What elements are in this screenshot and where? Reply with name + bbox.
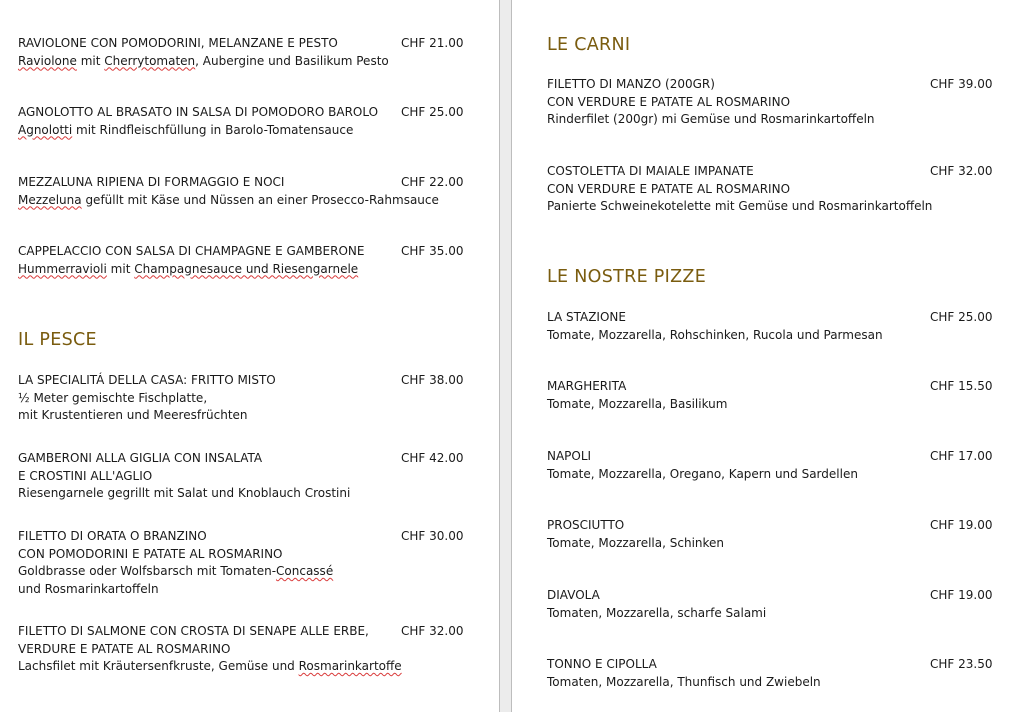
section-heading-pesce: IL PESCE [18, 330, 97, 350]
item-name: E CROSTINI ALL'AGLIO [18, 468, 153, 483]
item-price: CHF 19.00 [930, 588, 993, 602]
item-name: PROSCIUTTO [547, 518, 625, 532]
item-name: FILETTO DI ORATA O BRANZINO [18, 529, 207, 543]
item-name: AGNOLOTTO AL BRASATO IN SALSA DI POMODORO BAROLO [18, 105, 379, 119]
item-name: FILETTO DI MANZO (200GR) [547, 77, 715, 91]
item-name: LA STAZIONE [547, 310, 626, 324]
item-name: GAMBERONI ALLA GIGLIA CON INSALATA [18, 451, 263, 465]
item-price: CHF 17.00 [930, 449, 993, 463]
item-name: RAVIOLONE CON POMODORINI, MELANZANE E PESTO [18, 36, 338, 50]
item-price: CHF 32.00 [930, 164, 993, 178]
menu-item-salmone [18, 623, 402, 676]
page-edge-left [499, 0, 500, 712]
item-description: Tomaten, Mozzarella, scharfe Salami [547, 605, 767, 620]
item-description: mit Krustentieren und Meeresfrüchten [18, 408, 248, 422]
menu-item-fritto-misto [18, 372, 276, 425]
menu-item-agnolotto [18, 104, 378, 139]
item-price: CHF 35.00 [401, 244, 464, 258]
item-price: CHF 22.00 [401, 175, 464, 189]
menu-item-pizza [547, 517, 724, 552]
menu-item-mezzaluna [18, 174, 439, 209]
item-description: Lachsfilet mit Kräutersenfkruste, Gemüse und Rosmarinkartoffe [18, 659, 402, 673]
menu-item-filetto-manzo [547, 76, 875, 129]
item-price: CHF 21.00 [401, 36, 464, 50]
item-description: Tomate, Mozzarella, Rohschinken, Rucola und Parmesan [547, 327, 883, 342]
menu-item-costoletta [547, 163, 932, 216]
item-description: Tomate, Mozzarella, Schinken [547, 535, 725, 550]
item-price: CHF 38.00 [401, 373, 464, 387]
item-name: LA SPECIALITÁ DELLA CASA: FRITTO MISTO [18, 373, 276, 387]
item-name: NAPOLI [547, 449, 592, 463]
item-name: TONNO E CIPOLLA [547, 657, 657, 671]
item-description: Rinderfilet (200gr) mi Gemüse und Rosmarinkartoffeln [547, 112, 875, 126]
menu-item-gamberoni [18, 450, 350, 503]
section-heading-pizze: LE NOSTRE PIZZE [547, 267, 707, 287]
menu-item-pizza [547, 587, 766, 622]
item-price: CHF 15.50 [930, 379, 993, 393]
item-description: Goldbrasse oder Wolfsbarsch mit Tomaten-Concassé [18, 564, 334, 578]
item-price: CHF 42.00 [401, 451, 464, 465]
item-description: Tomaten, Mozzarella, Thunfisch und Zwiebeln [547, 674, 821, 689]
item-description: Raviolone mit Cherrytomaten, Aubergine und Basilikum Pesto [18, 53, 389, 68]
item-description: ½ Meter gemischte Fischplatte, [18, 390, 208, 405]
item-name: CON POMODORINI E PATATE AL ROSMARINO [18, 546, 283, 561]
menu-item-cappelaccio [18, 243, 364, 278]
item-name: VERDURE E PATATE AL ROSMARINO [18, 641, 231, 656]
item-name: CAPPELACCIO CON SALSA DI CHAMPAGNE E GAMBERONE [18, 244, 365, 258]
item-name: FILETTO DI SALMONE CON CROSTA DI SENAPE ALLE ERBE, [18, 624, 369, 638]
item-price: CHF 19.00 [930, 518, 993, 532]
menu-item-pizza [547, 448, 858, 483]
item-name: DIAVOLA [547, 588, 600, 602]
item-price: CHF 25.00 [930, 310, 993, 324]
item-description: Riesengarnele gegrillt mit Salat und Knoblauch Crostini [18, 486, 351, 500]
item-description: und Rosmarinkartoffeln [18, 581, 159, 596]
item-name: CON VERDURE E PATATE AL ROSMARINO [547, 181, 791, 196]
item-name: CON VERDURE E PATATE AL ROSMARINO [547, 94, 791, 109]
item-price: CHF 30.00 [401, 529, 464, 543]
item-description: Tomate, Mozzarella, Basilikum [547, 396, 728, 411]
menu-item-pizza [547, 656, 821, 691]
menu-item-raviolone [18, 35, 389, 70]
menu-item-pizza [547, 309, 883, 344]
item-description: Hummerravioli mit Champagnesauce und Riesengarnele [18, 261, 359, 276]
item-price: CHF 32.00 [401, 624, 464, 638]
menu-item-pizza [547, 378, 727, 413]
item-name: COSTOLETTA DI MAIALE IMPANATE [547, 164, 754, 178]
item-description: Agnolotti mit Rindfleischfüllung in Barolo-Tomatensauce [18, 122, 354, 137]
menu-item-orata [18, 528, 333, 598]
item-price: CHF 39.00 [930, 77, 993, 91]
item-name: MEZZALUNA RIPIENA DI FORMAGGIO E NOCI [18, 175, 285, 189]
item-price: CHF 23.50 [930, 657, 993, 671]
section-heading-carni: LE CARNI [547, 35, 631, 55]
item-description: Mezzeluna gefüllt mit Käse und Nüssen an einer Prosecco-Rahmsauce [18, 192, 439, 207]
item-description: Tomate, Mozzarella, Oregano, Kapern und Sardellen [547, 466, 858, 481]
item-price: CHF 25.00 [401, 105, 464, 119]
item-name: MARGHERITA [547, 379, 627, 393]
item-description: Panierte Schweinekotelette mit Gemüse und Rosmarinkartoffeln [547, 199, 933, 213]
